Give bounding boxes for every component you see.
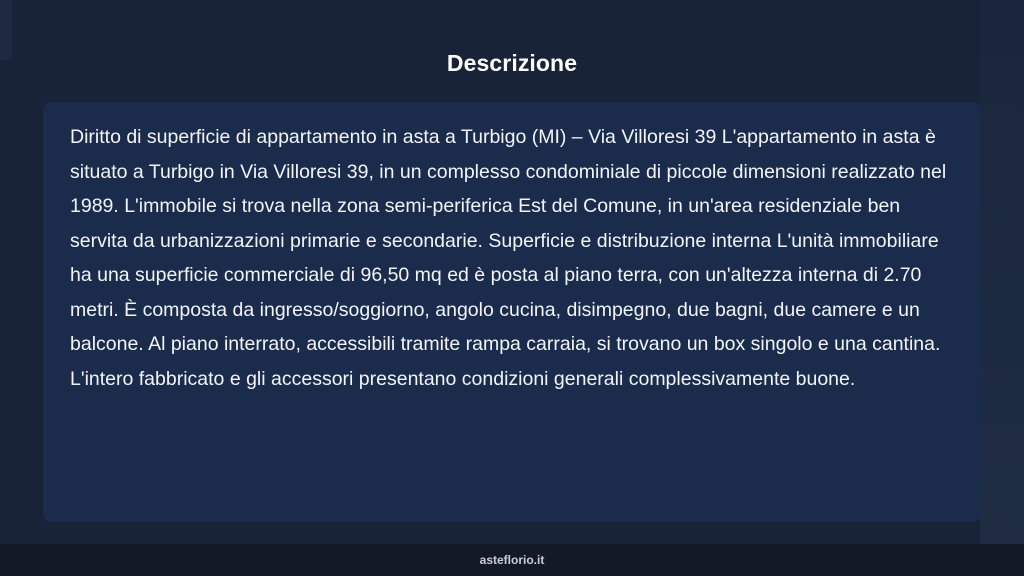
background-decoration-right xyxy=(980,0,1024,544)
footer-brand-text: asteflorio.it xyxy=(479,553,545,567)
section-title: Descrizione xyxy=(446,50,578,76)
description-card xyxy=(43,102,981,522)
description-text: Diritto di superficie di appartamento in asta a Turbigo (MI) – Via Villoresi 39 L'appartamento in asta è situato a Turbigo in Via Villoresi 39, in un complesso condominiale di piccole dimensioni realizzato nel 1989. L'immobile si trova nella zona semi-periferica Est del Comune, in un'area residenziale ben servita da urbanizzazioni primarie e secondarie. Superficie e distribuzione interna L'unità immobiliare ha una superficie commerciale di 96,50 mq ed è posta al piano terra, con un'altezza interna di 2.70 metri. È composta da ingresso/soggiorno, angolo cucina, disimpegno, due bagni, due camere e un balcone. Al piano interrato, accessibili tramite rampa carraia, si trovano un box singolo e una cantina. L'intero fabbricato e gli accessori presentano condizioni generali complessivamente buone. xyxy=(70,126,947,390)
footer-bar xyxy=(0,544,1024,576)
